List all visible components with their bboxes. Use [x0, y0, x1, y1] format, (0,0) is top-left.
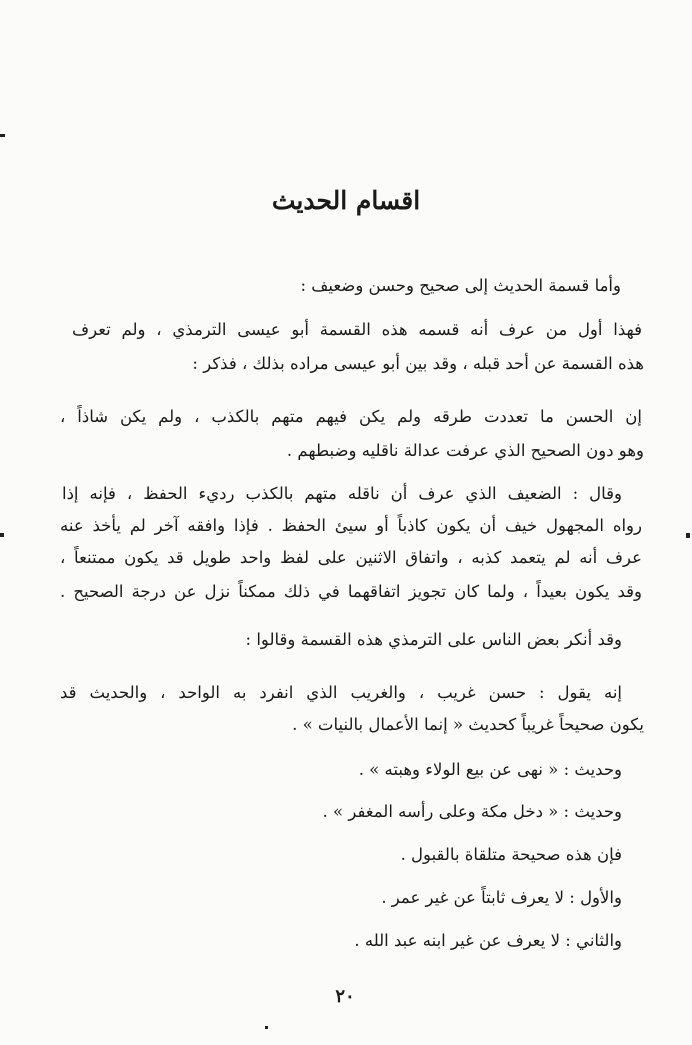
scan-mark — [0, 533, 4, 537]
scan-mark — [265, 1026, 268, 1029]
page-number: ٢٠ — [335, 986, 355, 1007]
text-line: إن الحسن ما تعددت طرقه ولم يكن فيهم متهم بالكذب ، ولم يكن شاذاً ، — [60, 407, 642, 426]
text-line: والثاني : لا يعرف عن غير ابنه عبد الله . — [354, 931, 622, 950]
text-line: رواه المجهول خيف أن يكون كاذباً أو سيئ الحفظ . فإذا وافقه آخر لم يأخذ عنه — [60, 516, 642, 535]
text-line: يكون صحيحاً غريباً كحديث « إنما الأعمال بالنيات » . — [292, 715, 644, 734]
text-line: فهذا أول من عرف أنه قسمه هذه القسمة أبو عيسى الترمذي ، ولم تعرف — [72, 320, 642, 339]
text-line: عرف أنه لم يتعمد كذبه ، واتفاق الاثنين على لفظ واحد طويل قد يكون ممتنعاً ، — [60, 548, 642, 567]
text-line: وقد أنكر بعض الناس على الترمذي هذه القسمة وقالوا : — [245, 630, 622, 649]
text-line: وقد يكون بعيداً ، ولما كان تجويز اتفاقهما في ذلك ممكناً نزل عن درجة الصحيح . — [60, 582, 642, 601]
text-line: وحديث : « نهى عن بيع الولاء وهبته » . — [358, 760, 622, 779]
scan-mark — [0, 134, 5, 137]
text-line: والأول : لا يعرف ثابتاً عن غير عمر . — [381, 888, 622, 907]
text-line: هذه القسمة عن أحد قبله ، وقد بين أبو عيسى مراده بذلك ، فذكر : — [192, 354, 644, 373]
text-line: فإن هذه صحيحة متلقاة بالقبول . — [400, 845, 622, 864]
text-line: وأما قسمة الحديث إلى صحيح وحسن وضعيف : — [300, 276, 621, 295]
scan-mark — [686, 533, 690, 538]
page-title: اقسام الحديث — [271, 186, 421, 215]
text-line: إنه يقول : حسن غريب ، والغريب الذي انفرد به الواحد ، والحديث قد — [60, 683, 622, 702]
text-line: وحديث : « دخل مكة وعلى رأسه المغفر » . — [322, 802, 622, 821]
text-line: وقال : الضعيف الذي عرف أن ناقله متهم بالكذب رديء الحفظ ، فإنه إذا — [62, 484, 622, 503]
text-line: وهو دون الصحيح الذي عرفت عدالة ناقليه وضبطهم . — [286, 441, 644, 460]
